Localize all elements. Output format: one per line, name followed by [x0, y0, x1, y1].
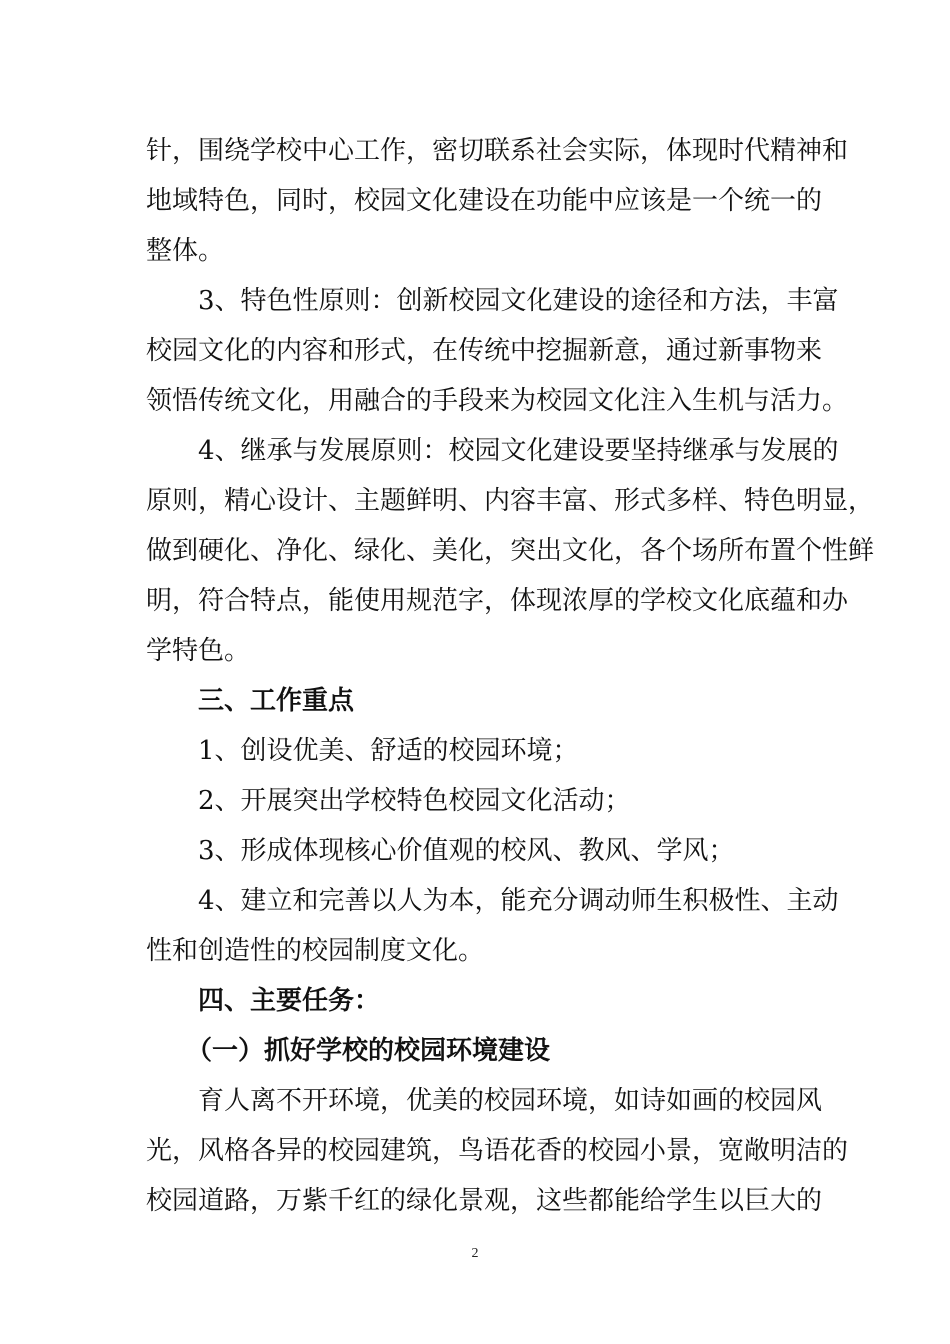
paragraph-line: 原则，精心设计、主题鲜明、内容丰富、形式多样、特色明显， [146, 486, 875, 516]
paragraph-line: 明，符合特点，能使用规范字，体现浓厚的学校文化底蕴和办 [146, 586, 849, 616]
section-heading: 四、主要任务： [198, 986, 381, 1016]
paragraph-line: 3、特色性原则：创新校园文化建设的途径和方法，丰富 [198, 286, 839, 316]
paragraph-line: 光，风格各异的校园建筑，鸟语花香的校园小景，宽敞明洁的 [146, 1136, 849, 1166]
list-item: 2、开展突出学校特色校园文化活动； [198, 786, 631, 816]
paragraph-line: 4、继承与发展原则：校园文化建设要坚持继承与发展的 [198, 436, 839, 466]
paragraph-line: 整体。 [146, 236, 225, 266]
paragraph-line: 针，围绕学校中心工作，密切联系社会实际，体现时代精神和 [146, 136, 849, 166]
section-heading: 三、工作重点 [198, 686, 355, 716]
list-item: 1、创设优美、舒适的校园环境； [198, 736, 579, 766]
list-item: 3、形成体现核心价值观的校风、教风、学风； [198, 836, 735, 866]
paragraph-line: 育人离不开环境，优美的校园环境，如诗如画的校园风 [198, 1086, 823, 1116]
subsection-heading: （一）抓好学校的校园环境建设 [186, 1036, 551, 1066]
paragraph-line: 地域特色，同时，校园文化建设在功能中应该是一个统一的 [146, 186, 823, 216]
list-item: 4、建立和完善以人为本，能充分调动师生积极性、主动 [198, 886, 839, 916]
paragraph-line: 领悟传统文化，用融合的手段来为校园文化注入生机与活力。 [146, 386, 849, 416]
paragraph-line: 校园文化的内容和形式，在传统中挖掘新意，通过新事物来 [146, 336, 823, 366]
paragraph-line: 校园道路，万紫千红的绿化景观，这些都能给学生以巨大的 [146, 1186, 823, 1216]
page-number: 2 [471, 1246, 479, 1261]
paragraph-line: 做到硬化、净化、绿化、美化，突出文化，各个场所布置个性鲜 [146, 536, 875, 566]
paragraph-line: 学特色。 [146, 636, 251, 666]
list-item-continuation: 性和创造性的校园制度文化。 [146, 936, 485, 966]
